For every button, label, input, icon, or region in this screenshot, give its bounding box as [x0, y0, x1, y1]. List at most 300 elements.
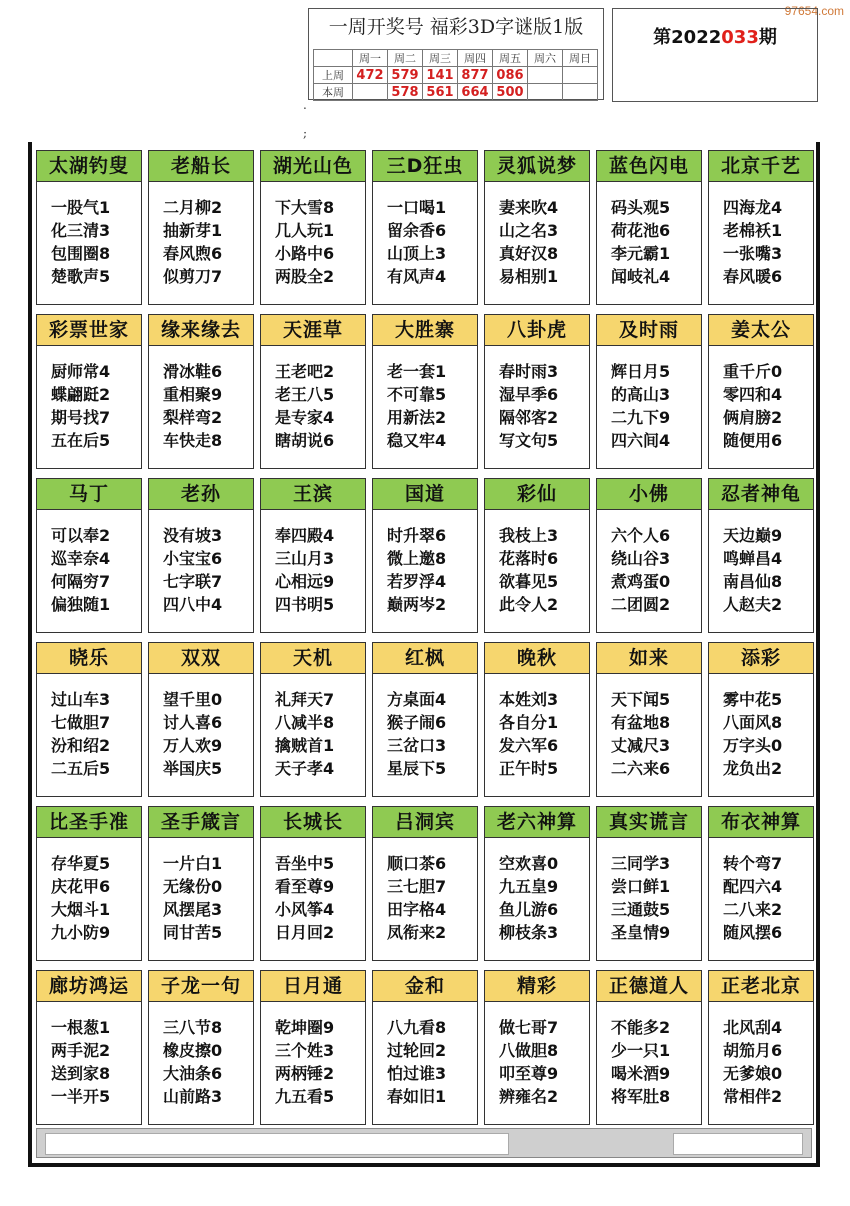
- riddle-line: 时升翠6: [387, 526, 447, 545]
- riddle-line: 车快走8: [163, 431, 223, 450]
- draw-number: 086: [493, 67, 528, 84]
- riddle-line: 一根葱1: [51, 1018, 111, 1037]
- riddle-lines: [597, 674, 701, 780]
- riddle-line: 二团圆2: [611, 595, 671, 614]
- riddle-line: 重千斤0: [723, 362, 783, 381]
- corner-cell: [314, 50, 353, 67]
- riddle-line: 闻岐礼4: [611, 267, 671, 286]
- riddle-author: 国道: [373, 479, 477, 510]
- riddle-line: 八减半8: [275, 713, 335, 732]
- riddle-line: 随风摆6: [723, 923, 783, 942]
- riddle-card: [36, 150, 142, 305]
- riddle-line: 的高山3: [611, 385, 671, 404]
- riddle-line: 天下闻5: [611, 690, 671, 709]
- riddle-line: 俩肩膀2: [723, 408, 783, 427]
- riddle-line: 正午时5: [499, 759, 559, 778]
- riddle-line: 煮鸡蛋0: [611, 572, 671, 591]
- riddle-lines: [709, 674, 813, 780]
- stray-dot: .: [303, 98, 307, 112]
- riddle-card: [372, 150, 478, 305]
- riddle-card: [596, 970, 702, 1125]
- riddle-lines: [37, 510, 141, 616]
- riddle-line: 尝口鲜1: [611, 877, 671, 896]
- riddle-card: [596, 642, 702, 797]
- riddle-card: [484, 314, 590, 469]
- riddle-line: 汾和绍2: [51, 736, 111, 755]
- row-label: 本周: [314, 84, 353, 101]
- issue-number-box: [612, 8, 818, 102]
- day-header: 周二: [388, 50, 423, 67]
- day-header: 周日: [563, 50, 598, 67]
- riddle-line: 丈减尺3: [611, 736, 671, 755]
- riddle-line: 三个姓3: [275, 1041, 335, 1060]
- riddle-line: 做七哥7: [499, 1018, 559, 1037]
- riddle-author: 太湖钓叟: [37, 151, 141, 182]
- site-watermark: 97654.com: [784, 4, 844, 18]
- riddle-line: 怕过谁3: [387, 1064, 447, 1083]
- riddle-author: 老六神算: [485, 807, 589, 838]
- riddle-line: 同甘苦5: [163, 923, 223, 942]
- draw-number: 664: [458, 84, 493, 101]
- riddle-line: 山顶上3: [387, 244, 447, 263]
- riddle-line: 此令人2: [499, 595, 559, 614]
- riddle-row: [36, 806, 816, 961]
- riddle-line: 八面风8: [723, 713, 783, 732]
- riddle-line: 三通鼓5: [611, 900, 671, 919]
- riddle-line: 易相别1: [499, 267, 559, 286]
- riddle-line: 两手泥2: [51, 1041, 111, 1060]
- riddle-line: 二月柳2: [163, 198, 223, 217]
- riddle-line: 二五后5: [51, 759, 111, 778]
- riddle-author: 双双: [149, 643, 253, 674]
- riddle-line: 万字头0: [723, 736, 783, 755]
- riddle-author: 缘来缘去: [149, 315, 253, 346]
- riddle-line: 九五看5: [275, 1087, 335, 1106]
- riddle-lines: [485, 182, 589, 288]
- riddle-line: 楚歌声5: [51, 267, 111, 286]
- riddle-line: 奉四殿4: [275, 526, 335, 545]
- riddle-author: 老船长: [149, 151, 253, 182]
- riddle-author: 老孙: [149, 479, 253, 510]
- riddle-line: 不能多2: [611, 1018, 671, 1037]
- riddle-card: [708, 806, 814, 961]
- riddle-line: 庆花甲6: [51, 877, 111, 896]
- riddle-lines: [597, 346, 701, 452]
- riddle-author: 忍者神龟: [709, 479, 813, 510]
- riddle-author: 三D狂虫: [373, 151, 477, 182]
- riddle-line: 圣皇情9: [611, 923, 671, 942]
- riddle-line: 万人欢9: [163, 736, 223, 755]
- this-week-row: [314, 84, 598, 101]
- riddle-author: 天机: [261, 643, 365, 674]
- footer-box-left: [45, 1133, 509, 1155]
- riddle-line: 过山车3: [51, 690, 111, 709]
- riddle-card: [596, 150, 702, 305]
- riddle-line: 五在后5: [51, 431, 111, 450]
- riddle-line: 八做胆8: [499, 1041, 559, 1060]
- riddle-line: 空欢喜0: [499, 854, 559, 873]
- riddle-author: 大胜寨: [373, 315, 477, 346]
- riddle-card: [484, 150, 590, 305]
- riddle-card: [36, 478, 142, 633]
- riddle-line: 春时雨3: [499, 362, 559, 381]
- riddle-author: 金和: [373, 971, 477, 1002]
- riddle-line: 一半开5: [51, 1087, 111, 1106]
- riddle-line: 四八中4: [163, 595, 223, 614]
- riddle-line: 擒贼首1: [275, 736, 335, 755]
- riddle-line: 花落时6: [499, 549, 559, 568]
- riddle-card: [36, 806, 142, 961]
- riddle-line: 化三清3: [51, 221, 111, 240]
- issue-number: 033: [721, 27, 759, 48]
- day-header: 周一: [353, 50, 388, 67]
- riddle-lines: [709, 510, 813, 616]
- riddle-lines: [37, 346, 141, 452]
- lottery-header: [308, 8, 604, 100]
- header-title: 一周开奖号 福彩3D字谜版1版: [328, 16, 584, 38]
- riddle-lines: [373, 1002, 477, 1108]
- riddle-author: 廊坊鸿运: [37, 971, 141, 1002]
- riddle-card: [36, 970, 142, 1125]
- riddle-line: 用新法2: [387, 408, 447, 427]
- riddle-card: [260, 150, 366, 305]
- riddle-line: 春风煦6: [163, 244, 223, 263]
- riddle-line: 码头观5: [611, 198, 671, 217]
- draw-number: 500: [493, 84, 528, 101]
- riddle-line: 一股气1: [51, 198, 111, 217]
- riddle-line: 心相远9: [275, 572, 335, 591]
- riddle-line: 留余香6: [387, 221, 447, 240]
- riddle-line: 天边巅9: [723, 526, 783, 545]
- riddle-author: 湖光山色: [261, 151, 365, 182]
- draw-number: 578: [388, 84, 423, 101]
- riddle-line: 春风暖6: [723, 267, 783, 286]
- riddle-card: [596, 478, 702, 633]
- riddle-line: 送到家8: [51, 1064, 111, 1083]
- riddle-line: 礼拜天7: [275, 690, 335, 709]
- riddle-lines: [485, 346, 589, 452]
- riddle-line: 日月回2: [275, 923, 335, 942]
- riddle-line: 胡笳月6: [723, 1041, 783, 1060]
- riddle-lines: [709, 182, 813, 288]
- riddle-line: 小路中6: [275, 244, 335, 263]
- riddle-card: [708, 150, 814, 305]
- riddle-line: 有盆地8: [611, 713, 671, 732]
- riddle-line: 过轮回2: [387, 1041, 447, 1060]
- riddle-lines: [373, 838, 477, 944]
- riddle-line: 有风声4: [387, 267, 447, 286]
- riddle-line: 妻来吹4: [499, 198, 559, 217]
- riddle-line: 大烟斗1: [51, 900, 111, 919]
- riddle-line: 随便用6: [723, 431, 783, 450]
- riddle-line: 老一套1: [387, 362, 447, 381]
- riddle-author: 布衣神算: [709, 807, 813, 838]
- riddle-line: 鸣蝉昌4: [723, 549, 783, 568]
- riddle-line: 一张嘴3: [723, 244, 783, 263]
- riddle-row: [36, 478, 816, 633]
- draw-number: 561: [423, 84, 458, 101]
- riddle-line: 大油条6: [163, 1064, 223, 1083]
- riddle-line: 北风刮4: [723, 1018, 783, 1037]
- weekly-results-table: [313, 49, 598, 101]
- riddle-line: 橡皮擦0: [163, 1041, 223, 1060]
- riddle-lines: [261, 1002, 365, 1108]
- issue-suffix: 期: [758, 27, 777, 48]
- riddle-lines: [261, 674, 365, 780]
- riddle-card: [148, 150, 254, 305]
- riddle-line: 王老吧2: [275, 362, 335, 381]
- riddle-author: 王滨: [261, 479, 365, 510]
- riddle-line: 包围圈8: [51, 244, 111, 263]
- riddle-author: 红枫: [373, 643, 477, 674]
- riddle-line: 无缘份0: [163, 877, 223, 896]
- riddle-lines: [373, 182, 477, 288]
- riddle-line: 李元霸1: [611, 244, 671, 263]
- riddle-line: 存华夏5: [51, 854, 111, 873]
- days-row: [314, 50, 598, 67]
- riddle-line: 何隔穷7: [51, 572, 111, 591]
- riddle-line: 不可靠5: [387, 385, 447, 404]
- riddle-line: 田字格4: [387, 900, 447, 919]
- riddle-line: 二九下9: [611, 408, 671, 427]
- riddle-card: [708, 314, 814, 469]
- riddle-card: [148, 806, 254, 961]
- riddle-line: 稳又牢4: [387, 431, 447, 450]
- riddle-line: 风摆尾3: [163, 900, 223, 919]
- riddle-line: 常相伴2: [723, 1087, 783, 1106]
- riddle-line: 蝶翩跹2: [51, 385, 111, 404]
- riddle-line: 乾坤圈9: [275, 1018, 335, 1037]
- riddle-line: 望千里0: [163, 690, 223, 709]
- riddle-line: 举国庆5: [163, 759, 223, 778]
- riddle-lines: [373, 510, 477, 616]
- day-header: 周四: [458, 50, 493, 67]
- riddle-line: 人赵夫2: [723, 595, 783, 614]
- riddle-card: [484, 806, 590, 961]
- riddle-line: 湿早季6: [499, 385, 559, 404]
- riddle-author: 正老北京: [709, 971, 813, 1002]
- riddle-author: 马丁: [37, 479, 141, 510]
- riddle-lines: [709, 838, 813, 944]
- riddle-author: 日月通: [261, 971, 365, 1002]
- riddle-author: 晓乐: [37, 643, 141, 674]
- riddle-line: 四六间4: [611, 431, 671, 450]
- riddle-card: [36, 642, 142, 797]
- riddle-line: 春如旧1: [387, 1087, 447, 1106]
- riddle-line: 真好汉8: [499, 244, 559, 263]
- riddle-row: [36, 642, 816, 797]
- riddle-lines: [597, 510, 701, 616]
- riddle-line: 猴子闹6: [387, 713, 447, 732]
- riddle-line: 我枝上3: [499, 526, 559, 545]
- riddle-line: 星辰下5: [387, 759, 447, 778]
- riddle-line: 下大雪8: [275, 198, 335, 217]
- riddle-card: [484, 970, 590, 1125]
- riddle-line: 本姓刘3: [499, 690, 559, 709]
- riddle-author: 添彩: [709, 643, 813, 674]
- riddle-line: 九小防9: [51, 923, 111, 942]
- riddle-line: 老棉袄1: [723, 221, 783, 240]
- riddle-line: 零四和4: [723, 385, 783, 404]
- riddle-author: 吕洞宾: [373, 807, 477, 838]
- riddle-line: 三同学3: [611, 854, 671, 873]
- riddle-line: 转个弯7: [723, 854, 783, 873]
- riddle-lines: [149, 346, 253, 452]
- riddle-card: [372, 314, 478, 469]
- riddle-line: 重相聚9: [163, 385, 223, 404]
- riddle-line: 偏独随1: [51, 595, 111, 614]
- draw-number: [563, 67, 598, 84]
- riddle-lines: [37, 838, 141, 944]
- riddle-lines: [709, 1002, 813, 1108]
- riddle-line: 隔邻客2: [499, 408, 559, 427]
- riddle-line: 若罗浮4: [387, 572, 447, 591]
- riddle-line: 是专家4: [275, 408, 335, 427]
- riddle-line: 二六来6: [611, 759, 671, 778]
- riddle-line: 没有坡3: [163, 526, 223, 545]
- riddle-card: [148, 314, 254, 469]
- riddle-author: 圣手箴言: [149, 807, 253, 838]
- riddle-author: 晚秋: [485, 643, 589, 674]
- riddle-author: 北京千艺: [709, 151, 813, 182]
- riddle-lines: [709, 346, 813, 452]
- riddle-line: 梨样弯2: [163, 408, 223, 427]
- riddle-line: 小宝宝6: [163, 549, 223, 568]
- draw-number: 141: [423, 67, 458, 84]
- riddle-card: [372, 642, 478, 797]
- riddle-line: 滑冰鞋6: [163, 362, 223, 381]
- riddle-line: 三八节8: [163, 1018, 223, 1037]
- riddle-author: 子龙一句: [149, 971, 253, 1002]
- riddle-lines: [485, 674, 589, 780]
- riddle-line: 七字联7: [163, 572, 223, 591]
- riddle-line: 七做胆7: [51, 713, 111, 732]
- riddle-row: [36, 314, 816, 469]
- riddle-lines: [485, 838, 589, 944]
- draw-number: 579: [388, 67, 423, 84]
- riddle-line: 将军肚8: [611, 1087, 671, 1106]
- riddle-line: 柳枝条3: [499, 923, 559, 942]
- riddle-line: 一口喝1: [387, 198, 447, 217]
- riddle-line: 方桌面4: [387, 690, 447, 709]
- riddle-line: 期号找7: [51, 408, 111, 427]
- riddle-line: 厨师常4: [51, 362, 111, 381]
- riddle-line: 一片白1: [163, 854, 223, 873]
- riddle-card: [484, 478, 590, 633]
- riddle-card: [260, 314, 366, 469]
- riddle-author: 比圣手准: [37, 807, 141, 838]
- riddle-author: 蓝色闪电: [597, 151, 701, 182]
- riddle-card: [148, 478, 254, 633]
- riddle-author: 正德道人: [597, 971, 701, 1002]
- riddle-author: 彩票世家: [37, 315, 141, 346]
- riddle-line: 瞎胡说6: [275, 431, 335, 450]
- riddle-author: 长城长: [261, 807, 365, 838]
- riddle-line: 六个人6: [611, 526, 671, 545]
- riddle-card: [708, 478, 814, 633]
- riddle-line: 辨雍名2: [499, 1087, 559, 1106]
- riddle-line: 山之名3: [499, 221, 559, 240]
- riddle-line: 凤衔来2: [387, 923, 447, 942]
- riddle-row: [36, 970, 816, 1125]
- riddle-lines: [149, 182, 253, 288]
- riddle-lines: [37, 182, 141, 288]
- draw-number: [353, 84, 388, 101]
- riddle-card: [148, 642, 254, 797]
- riddle-card: [484, 642, 590, 797]
- riddle-card: [372, 970, 478, 1125]
- riddle-card: [260, 642, 366, 797]
- riddle-card: [372, 806, 478, 961]
- riddle-lines: [261, 346, 365, 452]
- riddle-line: 鱼儿游6: [499, 900, 559, 919]
- day-header: 周三: [423, 50, 458, 67]
- riddle-lines: [373, 346, 477, 452]
- riddle-author: 小佛: [597, 479, 701, 510]
- riddle-line: 南昌仙8: [723, 572, 783, 591]
- riddle-line: 四海龙4: [723, 198, 783, 217]
- riddle-card: [36, 314, 142, 469]
- stray-semicolon: ;: [303, 126, 308, 140]
- riddle-author: 天涯草: [261, 315, 365, 346]
- riddle-lines: [149, 838, 253, 944]
- riddle-line: 荷花池6: [611, 221, 671, 240]
- riddle-line: 看至尊9: [275, 877, 335, 896]
- row-label: 上周: [314, 67, 353, 84]
- riddle-lines: [37, 1002, 141, 1108]
- riddle-line: 欲暮见5: [499, 572, 559, 591]
- footer-box-right: [673, 1133, 803, 1155]
- day-header: 周六: [528, 50, 563, 67]
- riddle-line: 三岔口3: [387, 736, 447, 755]
- riddle-author: 精彩: [485, 971, 589, 1002]
- draw-number: [528, 84, 563, 101]
- riddle-line: 讨人喜6: [163, 713, 223, 732]
- riddle-line: 八九看8: [387, 1018, 447, 1037]
- riddle-line: 几人玩1: [275, 221, 335, 240]
- riddle-line: 抽新芽1: [163, 221, 223, 240]
- riddle-card: [596, 314, 702, 469]
- riddle-line: 辉日月5: [611, 362, 671, 381]
- riddle-line: 少一只1: [611, 1041, 671, 1060]
- draw-number: [563, 84, 598, 101]
- riddle-line: 吾坐中5: [275, 854, 335, 873]
- riddle-line: 山前路3: [163, 1087, 223, 1106]
- riddle-line: 巅两岑2: [387, 595, 447, 614]
- riddle-card: [148, 970, 254, 1125]
- riddle-row: [36, 150, 816, 305]
- riddle-lines: [373, 674, 477, 780]
- issue-prefix: 第2022: [653, 27, 722, 48]
- riddle-line: 可以奉2: [51, 526, 111, 545]
- riddle-lines: [261, 182, 365, 288]
- riddle-lines: [149, 510, 253, 616]
- riddle-line: 写文句5: [499, 431, 559, 450]
- riddle-author: 八卦虎: [485, 315, 589, 346]
- riddle-lines: [597, 838, 701, 944]
- riddle-line: 小风筝4: [275, 900, 335, 919]
- riddle-line: 三山月3: [275, 549, 335, 568]
- riddle-author: 及时雨: [597, 315, 701, 346]
- riddle-lines: [149, 674, 253, 780]
- riddle-lines: [597, 182, 701, 288]
- riddle-author: 如来: [597, 643, 701, 674]
- riddle-card: [708, 642, 814, 797]
- draw-number: 472: [353, 67, 388, 84]
- riddle-line: 叩至尊9: [499, 1064, 559, 1083]
- riddle-line: 巡幸奈4: [51, 549, 111, 568]
- riddle-card: [260, 970, 366, 1125]
